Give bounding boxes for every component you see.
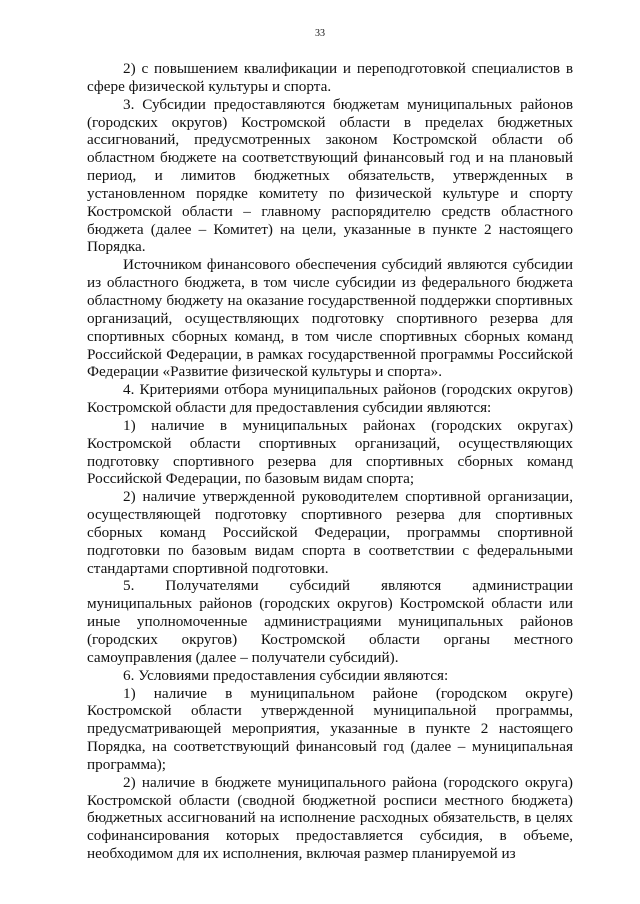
page-number: 33 xyxy=(315,28,325,39)
document-body xyxy=(87,60,573,863)
paragraph-8: 6. Условиями предоставления субсидии являются: xyxy=(123,666,449,684)
paragraph-9: 1) наличие в муниципальном районе (городском округе) Костромской области утвержденной муниципальной программы, предусматривающей мероприятия, указанные в пункте 2 настоящего Порядка, на соответствующий финансовый год (далее – муниципальная программа); xyxy=(87,684,573,773)
paragraph-7: 5. Получателями субсидий являются администрации муниципальных районов (городских округов) Костромской области или иные уполномоченные администрациями муниципальных районов (городских округов) Костромской области органы местного самоуправления (далее – получатели субсидий). xyxy=(87,577,573,666)
paragraph-4: 4. Критериями отбора муниципальных районов (городских округов) Костромской области для предоставления субсидии являются: xyxy=(87,381,573,417)
paragraph-6: 2) наличие утвержденной руководителем спортивной организации, осуществляющей подготовку спортивного резерва для спортивных сборных команд Российской Федерации, программы спортивной подготовки по базовым видам спорта в соответствии с федеральными стандартами спортивной подготовки. xyxy=(87,488,573,577)
paragraph-10: 2) наличие в бюджете муниципального района (городского округа) Костромской области (сводной бюджетной росписи местного бюджета) бюджетных ассигнований на исполнение расходных обязательств, в целях софинансирования которых предоставляется субсидия, в объеме, необходимом для их исполнения, включая размер планируемой из xyxy=(87,773,573,863)
paragraph-5: 1) наличие в муниципальных районах (городских округах) Костромской области спортивных организаций, осуществляющих подготовку спортивного резерва для спортивных сборных команд Российской Федерации, по базовым видам спорта; xyxy=(87,416,573,488)
paragraph-2: 3. Субсидии предоставляются бюджетам муниципальных районов (городских округов) Костромской области в пределах бюджетных ассигнований, предусмотренных законом Костромской области об областном бюджете на соответствующий финансовый год и на плановый период, и лимитов бюджетных обязательств, утвержденных в установленном порядке комитету по физической культуре и спорту Костромской области – главному распорядителю средств областного бюджета (далее – Комитет) на цели, указанные в пункте 2 настоящего Порядка. xyxy=(87,95,573,256)
paragraph-3: Источником финансового обеспечения субсидий являются субсидии из областного бюджета, в том числе субсидии из федерального бюджета областному бюджету на оказание государственной поддержки спортивных организаций, осуществляющих подготовку спортивного резерва для спортивных сборных команд, в том числе спортивных сборных команд Российской Федерации, в рамках государственной программы Российской Федерации «Развитие физической культуры и спорта». xyxy=(87,256,573,381)
paragraph-1: 2) с повышением квалификации и переподготовкой специалистов в сфере физической культуры и спорта. xyxy=(87,60,573,95)
